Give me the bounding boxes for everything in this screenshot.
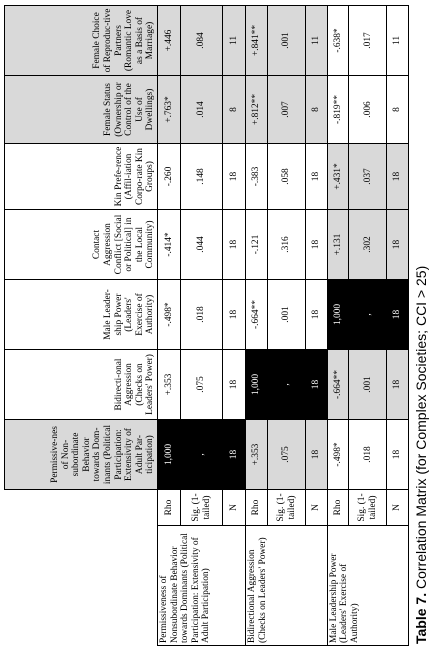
table-cell: 8 — [306, 76, 327, 144]
row-label: Male Leadership Power (Leaders' Exercise of Authority) — [327, 526, 408, 646]
table-cell: .018 — [349, 420, 387, 490]
table-cell: -.638* — [327, 6, 348, 76]
stat-label: Rho — [327, 490, 348, 526]
table-cell: .018 — [181, 280, 223, 350]
corner-blank — [5, 526, 158, 646]
stat-label: N — [223, 490, 246, 526]
table-cell: 11 — [306, 6, 327, 76]
table-cell: +.353 — [158, 350, 181, 420]
table-cell: 18 — [223, 350, 246, 420]
table-cell: 18 — [306, 280, 327, 350]
table-cell: 18 — [306, 144, 327, 210]
column-header: Female Choice of Reproduc-tive Partners (Romantic Love as a Basis of Marriage) — [5, 6, 158, 76]
table-cell: -.664** — [327, 350, 348, 420]
table-cell: 18 — [306, 210, 327, 280]
stat-label: Sig. (1-tailed) — [267, 490, 305, 526]
table-cell: -.121 — [246, 210, 267, 280]
table-cell: -.498* — [158, 280, 181, 350]
column-header: Male Leader-ship Power (Leaders' Exercise of Authority) — [5, 280, 158, 350]
table-cell: +.131 — [327, 210, 348, 280]
caption-text: Correlation Matrix (for Complex Societies; CCI > 25) — [413, 265, 429, 593]
table-cell: -.383 — [246, 144, 267, 210]
stat-label: Rho — [158, 490, 181, 526]
table-cell: 18 — [223, 144, 246, 210]
column-header: Kin Prefe-rence (Affil-iation Corpo-rate Kin Groups) — [5, 144, 158, 210]
table-cell: .006 — [349, 76, 387, 144]
table-cell: .001 — [349, 350, 387, 420]
table-cell: 11 — [223, 6, 246, 76]
corner-blank-2 — [5, 490, 158, 526]
table-cell: 18 — [306, 350, 327, 420]
table-cell: 18 — [387, 210, 409, 280]
table-cell: .148 — [181, 144, 223, 210]
table-cell: 18 — [387, 350, 409, 420]
caption-label: Table 7. — [413, 592, 429, 644]
table-cell: .017 — [349, 6, 387, 76]
table-cell: .316 — [267, 210, 305, 280]
table-cell: .302 — [349, 210, 387, 280]
table-cell: 1,000 — [327, 280, 348, 350]
table-row — [327, 6, 348, 646]
table-cell: -.414* — [158, 210, 181, 280]
table-cell: 8 — [223, 76, 246, 144]
table-row — [246, 6, 267, 646]
table-cell: 8 — [387, 76, 409, 144]
table-cell: , — [349, 280, 387, 350]
table-cell: -.664** — [246, 280, 267, 350]
table-row — [158, 6, 181, 646]
table-cell: 18 — [387, 144, 409, 210]
table-cell: 18 — [387, 280, 409, 350]
table-cell: .084 — [181, 6, 223, 76]
stat-label: Sig. (1-tailed) — [181, 490, 223, 526]
table-cell: .075 — [181, 350, 223, 420]
table-cell: -.819** — [327, 76, 348, 144]
table-cell: +.446 — [158, 6, 181, 76]
table-cell: .001 — [267, 6, 305, 76]
correlation-table — [4, 5, 409, 646]
table-cell: +.431* — [327, 144, 348, 210]
stat-label: Rho — [246, 490, 267, 526]
column-header: Contact Aggression Conflict [Social or Political] in the Local Community) — [5, 210, 158, 280]
table-cell: +.812** — [246, 76, 267, 144]
table-cell: .075 — [267, 420, 305, 490]
stat-label: N — [387, 490, 409, 526]
table-cell: 11 — [387, 6, 409, 76]
table-cell: 18 — [223, 280, 246, 350]
table-cell: 18 — [223, 210, 246, 280]
table-cell: -.260 — [158, 144, 181, 210]
table-cell: .044 — [181, 210, 223, 280]
header-row — [5, 6, 158, 646]
table-cell: 18 — [306, 420, 327, 490]
table-cell: +.763* — [158, 76, 181, 144]
table-cell: .014 — [181, 76, 223, 144]
table-caption — [410, 4, 432, 644]
stat-label: Sig. (1-tailed) — [349, 490, 387, 526]
row-label: Permissiveness of Nonsubordinate Behavior towards Dominants (Political Participation: Extensivity of Adult Participation) — [158, 526, 246, 646]
table-cell: 18 — [223, 420, 246, 490]
table-cell: .037 — [349, 144, 387, 210]
stat-label: N — [306, 490, 327, 526]
table-cell: 18 — [387, 420, 409, 490]
column-header: Bidirecti-onal Aggression (Checks on Leaders' Power) — [5, 350, 158, 420]
table-cell: .007 — [267, 76, 305, 144]
table-cell: .001 — [267, 280, 305, 350]
table-cell: .058 — [267, 144, 305, 210]
table-cell: 1,000 — [158, 420, 181, 490]
table-cell: 1,000 — [246, 350, 267, 420]
table-cell: -.498* — [327, 420, 348, 490]
column-header: Female Status (Ownership or Control of the Use of Dwellings) — [5, 76, 158, 144]
table-cell: +.353 — [246, 420, 267, 490]
table-cell: , — [181, 420, 223, 490]
column-header: Permissive-nes of Non-subordinate Behavior towards Dom-inants (Political Participation: Extensivity of Adult Par-ticipation) — [5, 420, 158, 490]
row-label: Bidirectional Aggression (Checks on Leaders' Power) — [246, 526, 327, 646]
table-cell: +.841** — [246, 6, 267, 76]
table-cell: , — [267, 350, 305, 420]
